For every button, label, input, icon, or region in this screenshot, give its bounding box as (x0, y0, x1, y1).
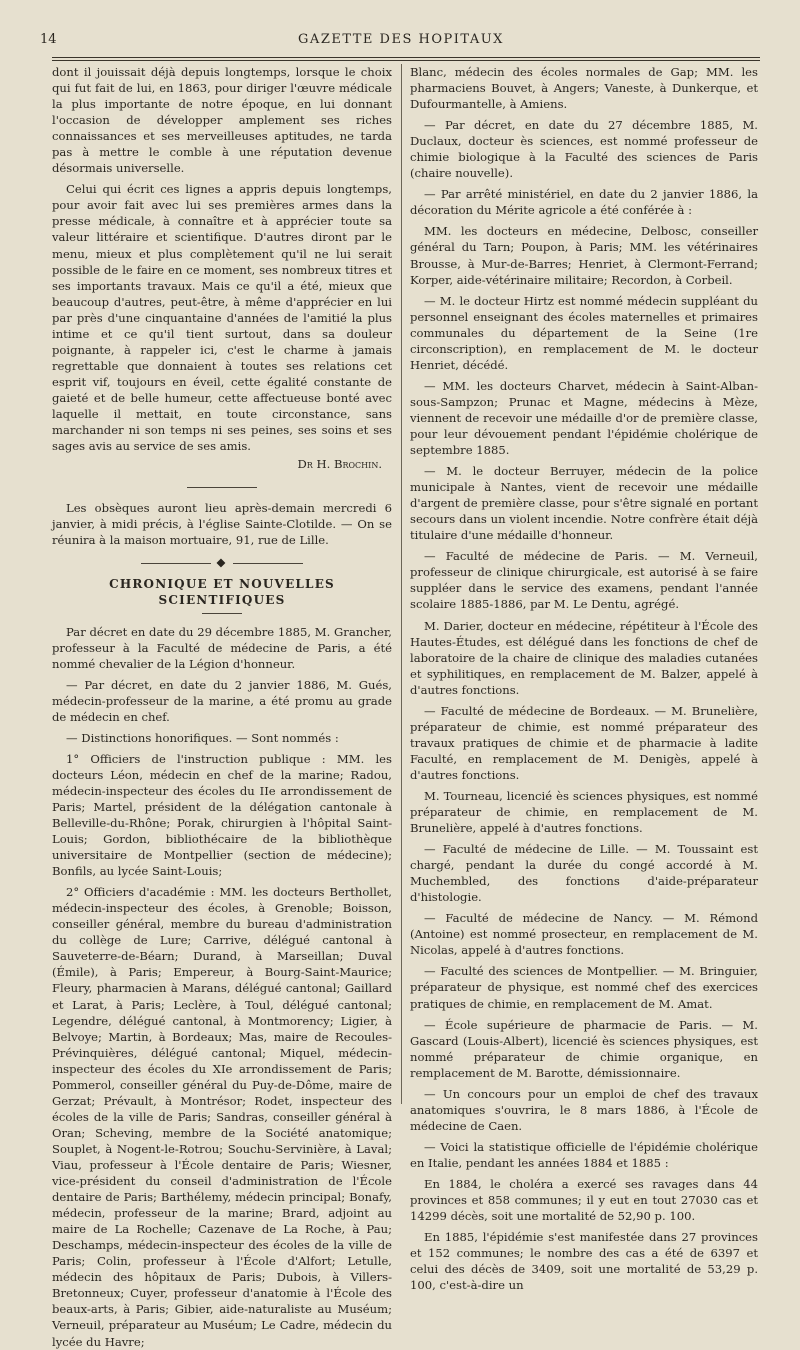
journal-title: GAZETTE DES HOPITAUX (298, 32, 504, 47)
news-paragraph: 1° Officiers de l'instruction publique : MM. les docteurs Léon, médecin en chef de la marine; Radou, médecin-inspecteur des écoles du IIe arrondissement de Paris; Martel, président de la délégation cantonale à Belleville-du-Rhône; Porak, chirurgien à l'hôpital Saint-Louis; Gordon, bibliothécaire de la bibliothèque universitaire de Montpellier (section de médecine); Bonfils, au lycée Saint-Louis; (52, 751, 392, 879)
page-header (40, 30, 762, 52)
header-rule (52, 57, 760, 58)
signature: Dr H. Brochin. (297, 457, 382, 472)
news-paragraph: En 1884, le choléra a exercé ses ravages dans 44 provinces et 858 communes; il y eut en tout 27030 cas et 14299 décès, soit une mortalité de 52,90 p. 100. (410, 1177, 758, 1224)
news-paragraph: En 1885, l'épidémie s'est manifestée dans 27 provinces et 152 communes; le nombre des cas a été de 6397 et celui des décès de 3409, soit une mortalité de 53,29 p. 100, c'est-à-dire un (410, 1230, 758, 1293)
page-number: 14 (40, 32, 57, 47)
news-paragraph: — Par arrêté ministériel, en date du 2 janvier 1886, la décoration du Mérite agricole a été conférée à : (410, 187, 758, 218)
obituary-paragraph: dont il jouissait déjà depuis longtemps, lorsque le choix qui fut fait de lui, en 1863, pour diriger l'œuvre médicale la plus importante de notre époque, en lui donnant l'occasion de développer amplement ses riches connaissances et ses merveilleuses aptitudes, ne tarda pas à mettre le comble à une réputation devenue désormais universelle. (52, 65, 392, 176)
news-paragraph: — Distinctions honorifiques. — Sont nommés : (66, 730, 339, 745)
column-separator (401, 64, 402, 1104)
news-paragraph: — M. le docteur Hirtz est nommé médecin suppléant du personnel enseignant des écoles maternelles et primaires communales du département de la Seine (1re circonscription), en remplacement de M. le docteur Henriet, décédé. (410, 293, 758, 372)
obituary-paragraph: Celui qui écrit ces lignes a appris depuis longtemps, pour avoir fait avec lui ses premières armes dans la presse médicale, à connaître et à apprécier toute sa valeur littéraire et scientifique. D'autres diront par le menu, mieux et plus complètement qu'il ne lui serait possible de le faire en ce moment, ses nombreux titres et ses importants travaux. Mais ce qu'il a été, mieux que beaucoup d'autres, peut-être, à même d'apprécier en lui par près d'une cinquantaine d'années de l'amitié la plus intime et ce qu'il tient surtout, dans sa douleur poignante, à rappeler ici, c'est le charme à jamais regrettable que donnaient à toutes ses relations cet esprit vif, toujours en éveil, cette égalité constante de gaieté et de belle humeur, cette affectueuse bonté avec laquelle il mettait, en toute circonstance, sans marchander ni son temps ni ses peines, ses soins et ses sages avis au service de ses amis. (52, 182, 392, 454)
news-paragraph: Blanc, médecin des écoles normales de Gap; MM. les pharmaciens Bouvet, à Angers; Vaneste, à Dunkerque, et Dufourmantelle, à Amiens. (410, 65, 758, 112)
funeral-notice: Les obsèques auront lieu après-demain mercredi 6 janvier, à midi précis, à l'église Sainte-Clotilde. — On se réunira à la maison mortuaire, 91, rue de Lille. (52, 501, 392, 548)
news-paragraph: M. Darier, docteur en médecine, répétiteur à l'École des Hautes-Études, est délégué dans les fonctions de chef de laboratoire de la chaire de clinique des maladies cutanées et syphilitiques, en remplacement de M. Balzer, appelé à d'autres fonctions. (410, 618, 758, 697)
news-paragraph: Par décret en date du 29 décembre 1885, M. Grancher, professeur à la Faculté de médecine de Paris, a été nommé chevalier de la Légion d'honneur. (52, 624, 392, 671)
news-paragraph: M. Tourneau, licencié ès sciences physiques, est nommé préparateur de chimie, en remplacement de M. Brunelière, appelé à d'autres fonctions. (410, 788, 758, 836)
news-paragraph: — Par décret, en date du 2 janvier 1886, M. Gués, médecin-professeur de la marine, a été promu au grade de médecin en chef. (52, 677, 392, 724)
news-paragraph: — Faculté de médecine de Paris. — M. Verneuil, professeur de clinique chirurgicale, est autorisé à se faire suppléer dans le service des examens, pendant l'année scolaire 1885-1886, par M. Le Dentu, agrégé. (410, 549, 758, 612)
section-heading-rule (202, 613, 242, 614)
news-paragraph: — Par décret, en date du 27 décembre 1885, M. Duclaux, docteur ès sciences, est nommé professeur de chimie biologique à la Faculté des sciences de Paris (chaire nouvelle). (410, 118, 758, 181)
news-paragraph: — Faculté de médecine de Lille. — M. Toussaint est chargé, pendant la durée du congé accordé à M. Muchembled, des fonctions d'aide-préparateur d'histologie. (410, 842, 758, 905)
news-paragraph: MM. les docteurs en médecine, Delbosc, conseiller général du Tarn; Poupon, à Paris; MM. les vétérinaires Brousse, à Mur-de-Barres; Henriet, à Clermont-Ferrand; Korper, aide-vétérinaire militaire; Recordon, à Corbeil. (410, 224, 758, 287)
left-column (52, 64, 392, 1350)
news-paragraph: — École supérieure de pharmacie de Paris. — M. Gascard (Louis-Albert), licencié ès sciences physiques, est nommé préparateur de chimie organique, en remplacement de M. Barotte, démissionnaire. (410, 1017, 758, 1080)
news-paragraph: — MM. les docteurs Charvet, médecin à Saint-Alban-sous-Sampzon; Prunac et Magne, médecins à Mèze, viennent de recevoir une médaille d'or de première classe, pour leur dévouement pendant l'épidémie cholérique de septembre 1885. (410, 378, 758, 458)
section-heading: CHRONIQUE ET NOUVELLES SCIENTIFIQUES (109, 577, 335, 608)
header-rule-thin (52, 60, 760, 61)
divider-ornament: ◆ (52, 554, 392, 570)
news-paragraph: 2° Officiers d'académie : MM. les docteurs Berthollet, médecin-inspecteur des écoles, à Grenoble; Boisson, conseiller général, membre du bureau d'administration du collège de Lure; Carrive, délégué cantonal à Sauveterre-de-Béarn; Durand, à Marseillan; Duval (Émile), à Paris; Empereur, à Bourg-Saint-Maurice; Fleury, pharmacien à Marans, délégué cantonal; Gaillard et Larat, à Paris; Leclère, à Toul, délégué cantonal; Legendre, délégué cantonal, à Montmorency; Ligier, à Belvoye; Martin, à Bordeaux; Mas, maire de Recoules-Prévinquières, délégué cantonal; Miquel, médecin-inspecteur des écoles du XIe arrondissement de Paris; Pommerol, conseiller général du Puy-de-Dôme, maire de Gerzat; Prévault, à Montrésor; Rodet, inspecteur des écoles de la ville de Paris; Sandras, conseiller général à Oran; Scheving, membre de la Société anatomique; Souplet, à Nogent-le-Rotrou; Souchu-Servinière, à Laval; Viau, professeur à l'École dentaire de Paris; Wiesner, vice-président du conseil d'administration de l'École dentaire de Paris; Barthélemy, médecin principal; Bonafy, médecin, professeur de la marine; Brard, adjoint au maire de La Rochelle; Cazenave de La Roche, à Pau; Deschamps, médecin-inspecteur des écoles de la ville de Paris; Colin, professeur à l'École d'Alfort; Letulle, médecin des hôpitaux de Paris; Dubois, à Villers-Bretonneux; Cuyer, professeur d'anatomie à l'École des beaux-arts, à Paris; Gibier, aide-naturaliste au Muséum; Verneuil, préparateur au Muséum; Le Cadre, médecin du lycée du Havre; (52, 885, 392, 1349)
news-paragraph: — Faculté de médecine de Bordeaux. — M. Brunelière, préparateur de chimie, est nommé préparateur des travaux pratiques de chimie et de pharmacie à ladite Faculté, en remplacement de M. Denigès, appelé à d'autres fonctions. (410, 703, 758, 782)
right-column (410, 64, 758, 1293)
news-paragraph: — M. le docteur Berruyer, médecin de la police municipale à Nantes, vient de recevoir une médaille d'argent de première classe, pour s'être signalé en portant secours dans un violent incendie. Notre confrère était déjà titulaire d'une médaille d'honneur. (410, 464, 758, 543)
news-paragraph: — Un concours pour un emploi de chef des travaux anatomiques s'ouvrira, le 8 mars 1886, à l'École de médecine de Caen. (410, 1086, 758, 1133)
news-paragraph: — Voici la statistique officielle de l'épidémie cholérique en Italie, pendant les années 1884 et 1885 : (410, 1139, 758, 1170)
news-paragraph: — Faculté de médecine de Nancy. — M. Rémond (Antoine) est nommé prosecteur, en remplacement de M. Nicolas, appelé à d'autres fonctions. (410, 911, 758, 958)
divider-ornament (52, 478, 392, 494)
news-paragraph: — Faculté des sciences de Montpellier. — M. Bringuier, préparateur de physique, est nommé chef des exercices pratiques de chimie, en remplacement de M. Amat. (410, 964, 758, 1011)
